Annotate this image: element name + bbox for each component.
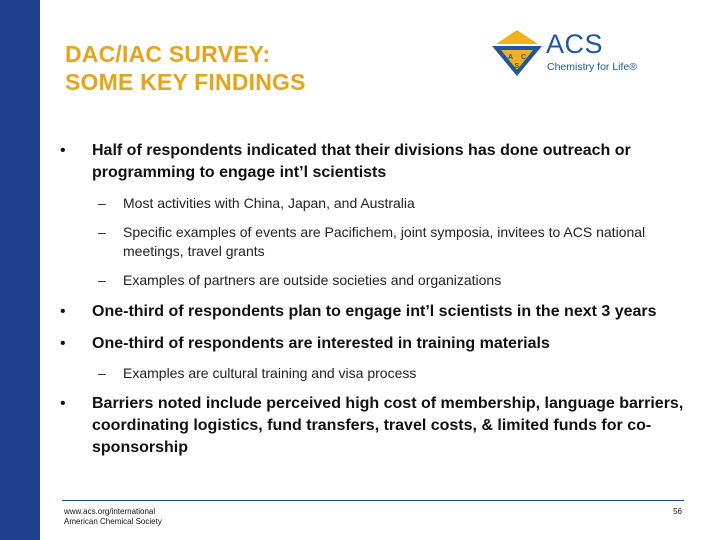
bullet-item	[60, 333, 690, 355]
sub-bullet-text: Specific examples of events are Pacifichem, joint symposia, invitees to ACS national meetings, travel grants	[123, 224, 646, 259]
svg-text:C: C	[521, 54, 527, 61]
sub-bullet-item	[60, 364, 690, 383]
bullet-marker: •	[60, 395, 66, 412]
bullet-marker: •	[60, 142, 66, 159]
sub-bullet-marker: –	[98, 195, 106, 211]
slide-title	[65, 40, 445, 96]
sub-bullet-text: Examples of partners are outside societies and organizations	[123, 272, 502, 288]
bullet-item	[60, 301, 690, 323]
footer-info	[64, 507, 162, 527]
sub-bullet-item	[60, 223, 690, 261]
footer-org: American Chemical Society	[64, 517, 162, 526]
title-line-1: DAC/IAC SURVEY:	[65, 41, 271, 67]
sub-bullet-marker: –	[98, 272, 106, 288]
bullet-text: One-third of respondents are interested in training materials	[92, 335, 550, 352]
sub-bullet-text: Most activities with China, Japan, and Australia	[123, 195, 415, 211]
bullet-marker: •	[60, 303, 66, 320]
title-line-2: SOME KEY FINDINGS	[65, 69, 306, 95]
bullet-marker: •	[60, 335, 66, 352]
page-number: 56	[673, 507, 682, 516]
bullet-text: Barriers noted include perceived high cost of membership, language barriers, coordinating logistics, fund transfers, travel costs, & limited funds for co-sponsorship	[92, 395, 684, 456]
logo-tagline: Chemistry for Life®	[547, 61, 638, 73]
sub-bullet-item	[60, 271, 690, 290]
sub-bullet-text: Examples are cultural training and visa process	[123, 365, 417, 381]
footer-url[interactable]: www.acs.org/international	[64, 507, 156, 516]
left-accent-bar	[0, 0, 40, 540]
sub-bullet-item	[60, 194, 690, 213]
bullet-text: One-third of respondents plan to engage int’l scientists in the next 3 years	[92, 303, 657, 320]
sub-bullet-marker: –	[98, 365, 106, 381]
svg-text:S: S	[514, 63, 520, 70]
svg-text:A: A	[508, 54, 514, 61]
bullet-item	[60, 393, 690, 459]
acs-logo-mark-icon	[490, 28, 544, 80]
acs-logo	[490, 28, 650, 84]
bullet-text: Half of respondents indicated that their divisions has done outreach or programming to engage int’l scientists	[92, 142, 631, 181]
sub-bullet-marker: –	[98, 224, 106, 240]
bullet-list	[60, 140, 690, 459]
bullet-item	[60, 140, 690, 184]
footer-divider	[62, 500, 684, 501]
logo-wordmark: ACS	[546, 29, 604, 59]
